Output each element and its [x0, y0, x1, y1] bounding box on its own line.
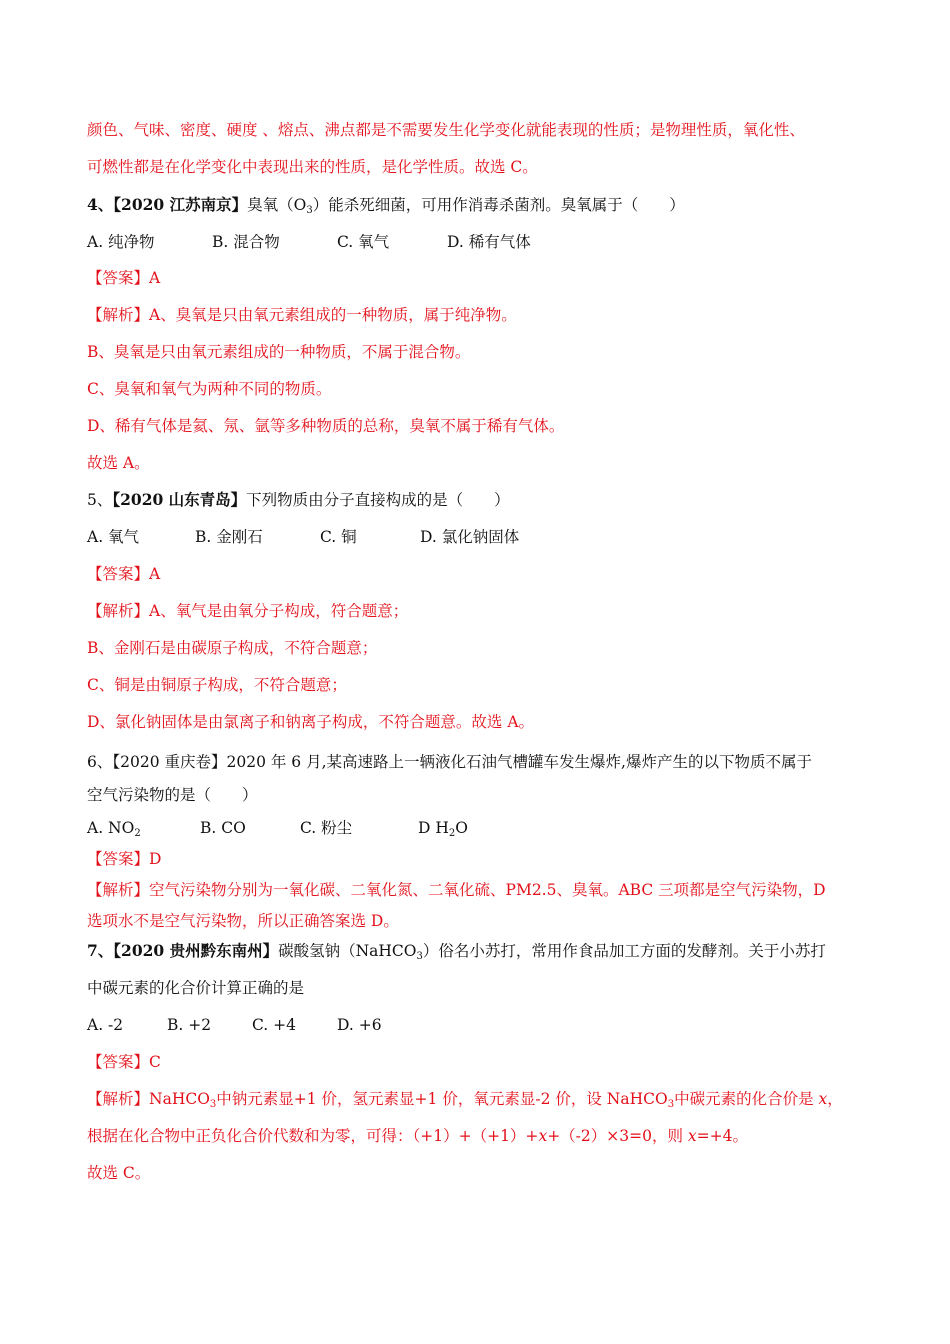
q4-number: 4、 [87, 195, 114, 214]
q7-an1-sub1: 3 [209, 1099, 217, 1110]
q7-stem-line1 [87, 941, 826, 961]
q4-stem [87, 195, 685, 215]
q4-analysis-a: A、臭氧是只由氧元素组成的一种物质，属于纯净物。 [149, 306, 517, 324]
q7-analysis-tag: 【解析】 [87, 1090, 150, 1108]
q7-option-a: A. -2 [87, 1016, 124, 1034]
q3-analysis-line2: 可燃性都是在化学变化中表现出来的性质，是化学性质。故选 C。 [87, 158, 538, 176]
q6-option-a-text: A. NO [87, 819, 135, 837]
q4-analysis-line1 [87, 305, 517, 325]
q5-analysis-c: C、铜是由铜原子构成，不符合题意； [87, 676, 347, 694]
q6-stem-line1 [87, 752, 812, 772]
q4-source: 【2020 江苏南京】 [113, 195, 248, 214]
q6-stem-line2: 空气污染物的是（ ） [87, 786, 258, 804]
q5-source: 【2020 山东青岛】 [112, 490, 247, 509]
q5-number: 5、 [87, 491, 113, 509]
q4-option-b: B. 混合物 [212, 233, 280, 251]
q7-option-b: B. +2 [167, 1016, 212, 1034]
q5-option-c: C. 铜 [320, 528, 357, 546]
q7-an2-x1: x [538, 1127, 548, 1145]
q6-option-a-sub: 2 [134, 828, 141, 839]
q6-answer-tag: 【答案】 [87, 850, 150, 868]
q6-stem-text1: 2020 年 6 月,某高速路上一辆液化石油气槽罐车发生爆炸,爆炸产生的以下物质不属于 [226, 753, 812, 771]
q6-analysis-text1: 空气污染物分别为一氧化碳、二氧化氮、二氧化硫、PM2.5、臭氧。ABC 三项都是空气污染物，D [149, 881, 826, 899]
q6-analysis-line1 [87, 880, 826, 900]
q4-analysis-c: C、臭氧和氧气为两种不同的物质。 [87, 380, 332, 398]
q7-source: 【2020 贵州黔东南州】 [113, 941, 279, 960]
q7-an1-b: 中钠元素显+1 价，氢元素显+1 价，氧元素显-2 价，设 NaHCO [216, 1090, 668, 1108]
q4-options [87, 232, 531, 252]
q6-answer-value: D [149, 850, 162, 868]
q6-option-a [87, 818, 200, 838]
q4-analysis-b: B、臭氧是只由氧元素组成的一种物质，不属于混合物。 [87, 343, 471, 361]
q5-analysis-a: A、氧气是由氧分子构成，符合题意； [149, 602, 409, 620]
q7-an1-a: NaHCO [149, 1090, 210, 1108]
q5-stem [87, 490, 510, 510]
q4-analysis-d: D、稀有气体是氦、氖、氩等多种物质的总称，臭氧不属于稀有气体。 [87, 417, 565, 435]
q4-answer [87, 268, 160, 288]
q7-an1-d: ， [827, 1090, 843, 1108]
q7-stem-b: ）俗名小苏打，常用作食品加工方面的发酵剂。关于小苏打 [422, 942, 826, 960]
q7-stem-line2: 中碳元素的化合价计算正确的是 [87, 979, 305, 997]
q6-option-d-text: D H [418, 819, 449, 837]
q5-answer-tag: 【答案】 [87, 565, 150, 583]
q5-option-d: D. 氯化钠固体 [420, 528, 520, 546]
q4-analysis-tag: 【解析】 [87, 306, 150, 324]
q7-option-c: C. +4 [252, 1016, 297, 1034]
q7-answer [87, 1052, 161, 1072]
q6-answer [87, 849, 161, 869]
q7-answer-value: C [149, 1053, 161, 1071]
q7-an2-b: +（-2）×3=0，则 [547, 1127, 688, 1145]
q6-number: 6、 [87, 753, 113, 771]
q7-number: 7、 [87, 941, 114, 960]
q7-answer-tag: 【答案】 [87, 1053, 150, 1071]
q5-answer-value: A [149, 565, 161, 583]
q7-option-d: D. +6 [337, 1016, 382, 1034]
q4-option-a: A. 纯净物 [87, 233, 155, 251]
q5-answer [87, 564, 160, 584]
q7-an2-a: 根据在化合物中正负化合价代数和为零，可得：（+1）+（+1）+ [87, 1127, 539, 1145]
q4-option-c: C. 氧气 [337, 233, 390, 251]
q7-analysis-line2 [87, 1126, 748, 1146]
q4-answer-tag: 【答案】 [87, 269, 150, 287]
q5-option-a: A. 氧气 [87, 528, 140, 546]
q6-option-d-tail: O [455, 819, 468, 837]
q7-an2-x2: x [687, 1127, 697, 1145]
q5-analysis-b: B、金刚石是由碳原子构成，不符合题意； [87, 639, 378, 657]
q7-an2-c: =+4。 [696, 1127, 748, 1145]
q7-options [87, 1015, 382, 1035]
q6-analysis-line2: 选项水不是空气污染物，所以正确答案选 D。 [87, 912, 399, 930]
q5-analysis-line1 [87, 601, 408, 621]
q4-answer-value: A [149, 269, 161, 287]
q4-stem-a: 臭氧（O [247, 196, 307, 214]
q6-option-d-sub: 2 [448, 828, 456, 839]
q4-option-d: D. 稀有气体 [447, 233, 531, 251]
q6-option-b: B. CO [200, 819, 246, 837]
q5-option-b: B. 金刚石 [195, 528, 263, 546]
q4-stem-b: ）能杀死细菌，可用作消毒杀菌剂。臭氧属于（ ） [312, 196, 685, 214]
q7-conclusion: 故选 C。 [87, 1164, 151, 1182]
q7-an1-x: x [818, 1090, 828, 1108]
q6-option-c: C. 粉尘 [300, 819, 353, 837]
q5-analysis-d: D、氯化钠固体是由氯离子和钠离子构成，不符合题意。故选 A。 [87, 713, 535, 731]
q6-source: 【2020 重庆卷】 [112, 753, 227, 771]
q5-options [87, 527, 519, 547]
q6-options [87, 818, 468, 838]
q6-option-d [418, 818, 468, 838]
q3-analysis-line1: 颜色、气味、密度、硬度 、熔点、沸点都是不需要发生化学变化就能表现的性质；是物理性质，氧化性、 [87, 121, 805, 139]
q5-stem-text: 下列物质由分子直接构成的是（ ） [246, 491, 510, 509]
q6-analysis-tag: 【解析】 [87, 881, 150, 899]
q4-stem-sub: 3 [306, 205, 313, 216]
q7-analysis-line1 [87, 1089, 843, 1109]
q7-stem-sub: 3 [416, 951, 423, 962]
q7-an1-sub2: 3 [667, 1099, 675, 1110]
q5-analysis-tag: 【解析】 [87, 602, 150, 620]
q4-conclusion: 故选 A。 [87, 454, 150, 472]
q7-an1-c: 中碳元素的化合价是 [674, 1090, 819, 1108]
q7-stem-a: 碳酸氢钠（NaHCO [278, 942, 417, 960]
